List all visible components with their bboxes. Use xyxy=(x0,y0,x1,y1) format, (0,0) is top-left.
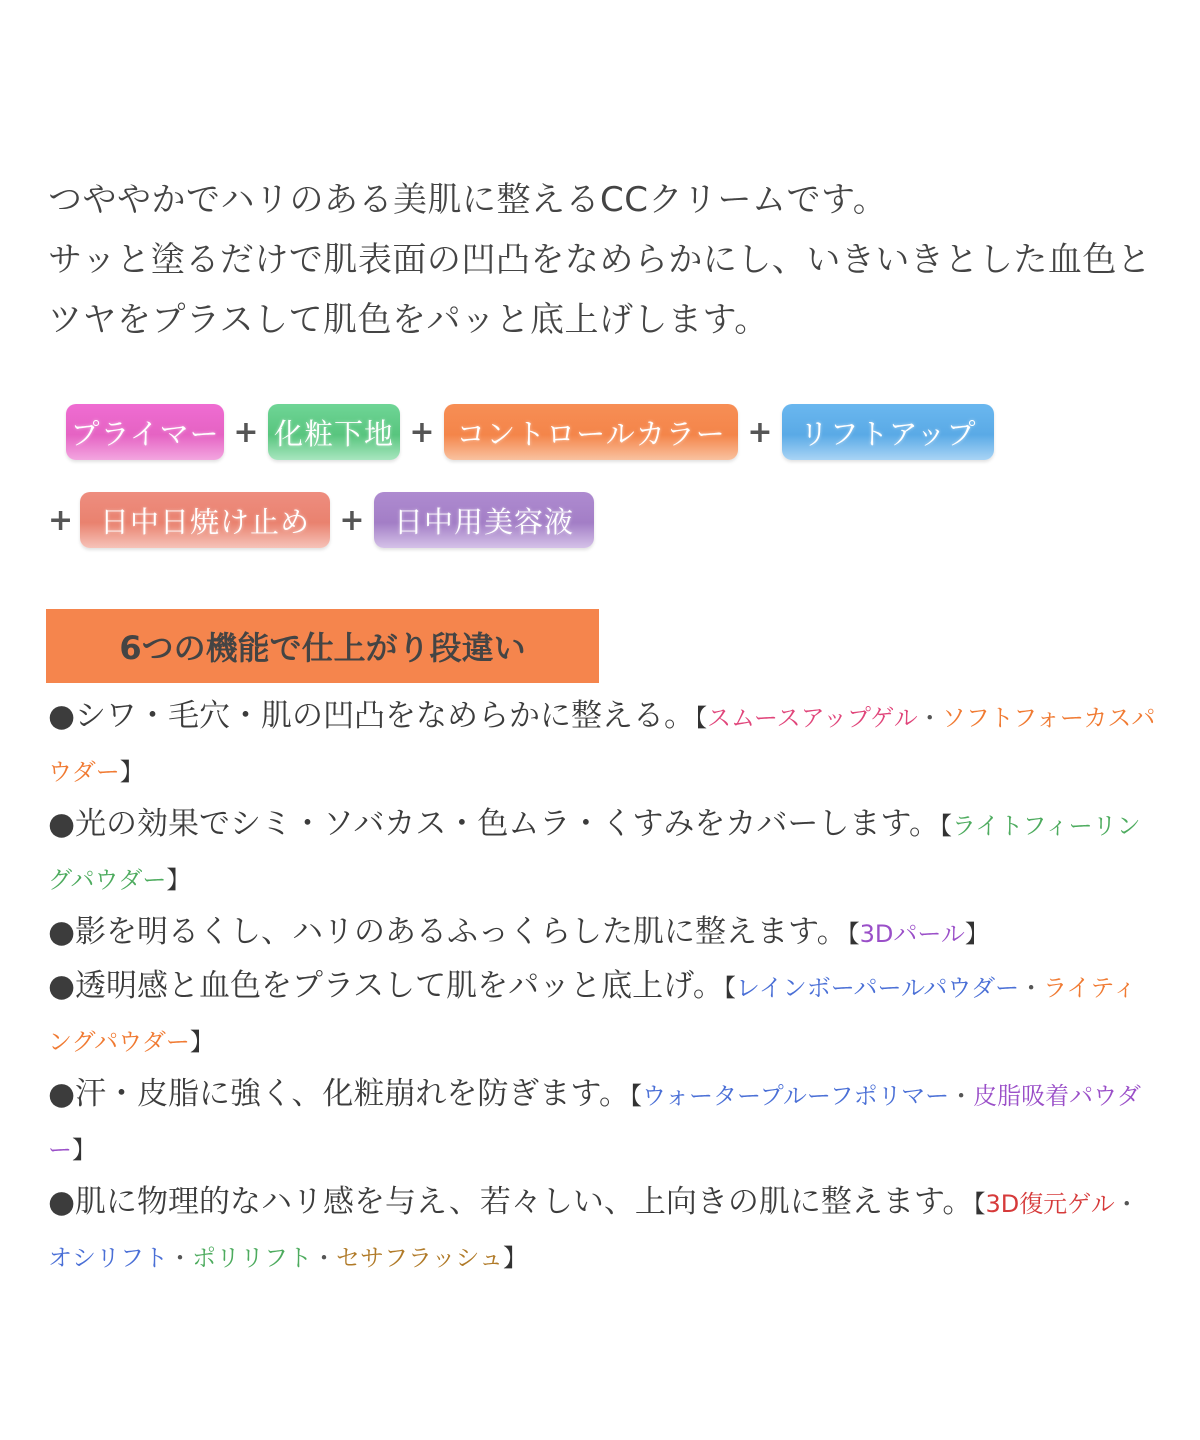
feature-text: ●透明感と血色をプラスして肌をパッと底上げ。 xyxy=(48,968,724,1004)
function-badges-row-2 xyxy=(48,492,594,548)
function-badges-row-1 xyxy=(66,404,994,460)
feature-text: ●汗・皮脂に強く、化粧崩れを防ぎます。 xyxy=(48,1076,630,1112)
feature-item: ●肌に物理的なハリ感を与え、若々しい、上向きの肌に整えます。【3D復元ゲル・オシリフト・ポリリフト・セサフラッシュ】 xyxy=(48,1184,1139,1272)
intro-line-1: つややかでハリのある美肌に整えるCCクリームです。 xyxy=(48,180,888,220)
plus-sign: + xyxy=(339,502,365,538)
plus-sign: + xyxy=(409,414,435,450)
badge-lift-up: リフトアップ xyxy=(782,404,994,460)
badge-sunscreen: 日中日焼け止め xyxy=(80,492,330,548)
intro-text xyxy=(48,170,1158,350)
ingredient-name: 3D復元ゲル xyxy=(985,1190,1115,1218)
ingredient-name: スムースアップゲル xyxy=(707,704,918,732)
feature-item: ●光の効果でシミ・ソバカス・色ムラ・くすみをカバーします。【ライトフィーリングパウダー】 xyxy=(48,806,1141,894)
feature-text: ●肌に物理的なハリ感を与え、若々しい、上向きの肌に整えます。 xyxy=(48,1184,974,1220)
ingredient-name: セサフラッシュ xyxy=(336,1244,504,1272)
intro-line-2: サッと塗るだけで肌表面の凹凸をなめらかにし、いきいきとした血色と xyxy=(48,240,1152,280)
badge-day-serum: 日中用美容液 xyxy=(374,492,594,548)
feature-text: ●影を明るくし、ハリのあるふっくらした肌に整えます。 xyxy=(48,914,848,950)
feature-item: ●シワ・毛穴・肌の凹凸をなめらかに整える。【スムースアップゲル・ソフトフォーカスパウダー】 xyxy=(48,698,1156,786)
ingredient-name: ライトフィーリングパウダー xyxy=(48,812,1141,894)
plus-sign: + xyxy=(233,414,259,450)
feature-text: ●光の効果でシミ・ソバカス・色ムラ・くすみをカバーします。 xyxy=(48,806,940,842)
intro-line-3: ツヤをプラスして肌色をパッと底上げします。 xyxy=(48,300,769,340)
badge-primer: プライマー xyxy=(66,404,224,460)
feature-item: ●影を明るくし、ハリのあるふっくらした肌に整えます。【3Dパール】 xyxy=(48,914,989,950)
feature-item: ●透明感と血色をプラスして肌をパッと底上げ。【レインボーパールパウダー・ライティングパウダー】 xyxy=(48,968,1137,1056)
ingredient-name: ソフトフォーカスパウダー xyxy=(48,704,1156,786)
ingredient-name: 皮脂吸着パウダー xyxy=(48,1082,1141,1164)
ingredient-name: ライティングパウダー xyxy=(48,974,1137,1056)
plus-sign: + xyxy=(747,414,773,450)
plus-sign: + xyxy=(48,502,74,538)
section-title: 6つの機能で仕上がり段違い xyxy=(119,629,526,667)
ingredient-name: レインボーパールパウダー xyxy=(735,974,1020,1002)
feature-text: ●シワ・毛穴・肌の凹凸をなめらかに整える。 xyxy=(48,698,696,734)
feature-item: ●汗・皮脂に強く、化粧崩れを防ぎます。【ウォータープルーフポリマー・皮脂吸着パウダー】 xyxy=(48,1076,1141,1164)
badge-control-color: コントロールカラー xyxy=(444,404,738,460)
badge-makeup-base: 化粧下地 xyxy=(268,404,400,460)
ingredient-name: ポリリフト xyxy=(192,1244,312,1272)
feature-list xyxy=(48,690,1160,1284)
ingredient-name: オシリフト xyxy=(48,1244,168,1272)
ingredient-name: 3Dパール xyxy=(859,920,965,948)
ingredient-name: ウォータープルーフポリマー xyxy=(641,1082,950,1110)
section-heading xyxy=(46,609,599,683)
